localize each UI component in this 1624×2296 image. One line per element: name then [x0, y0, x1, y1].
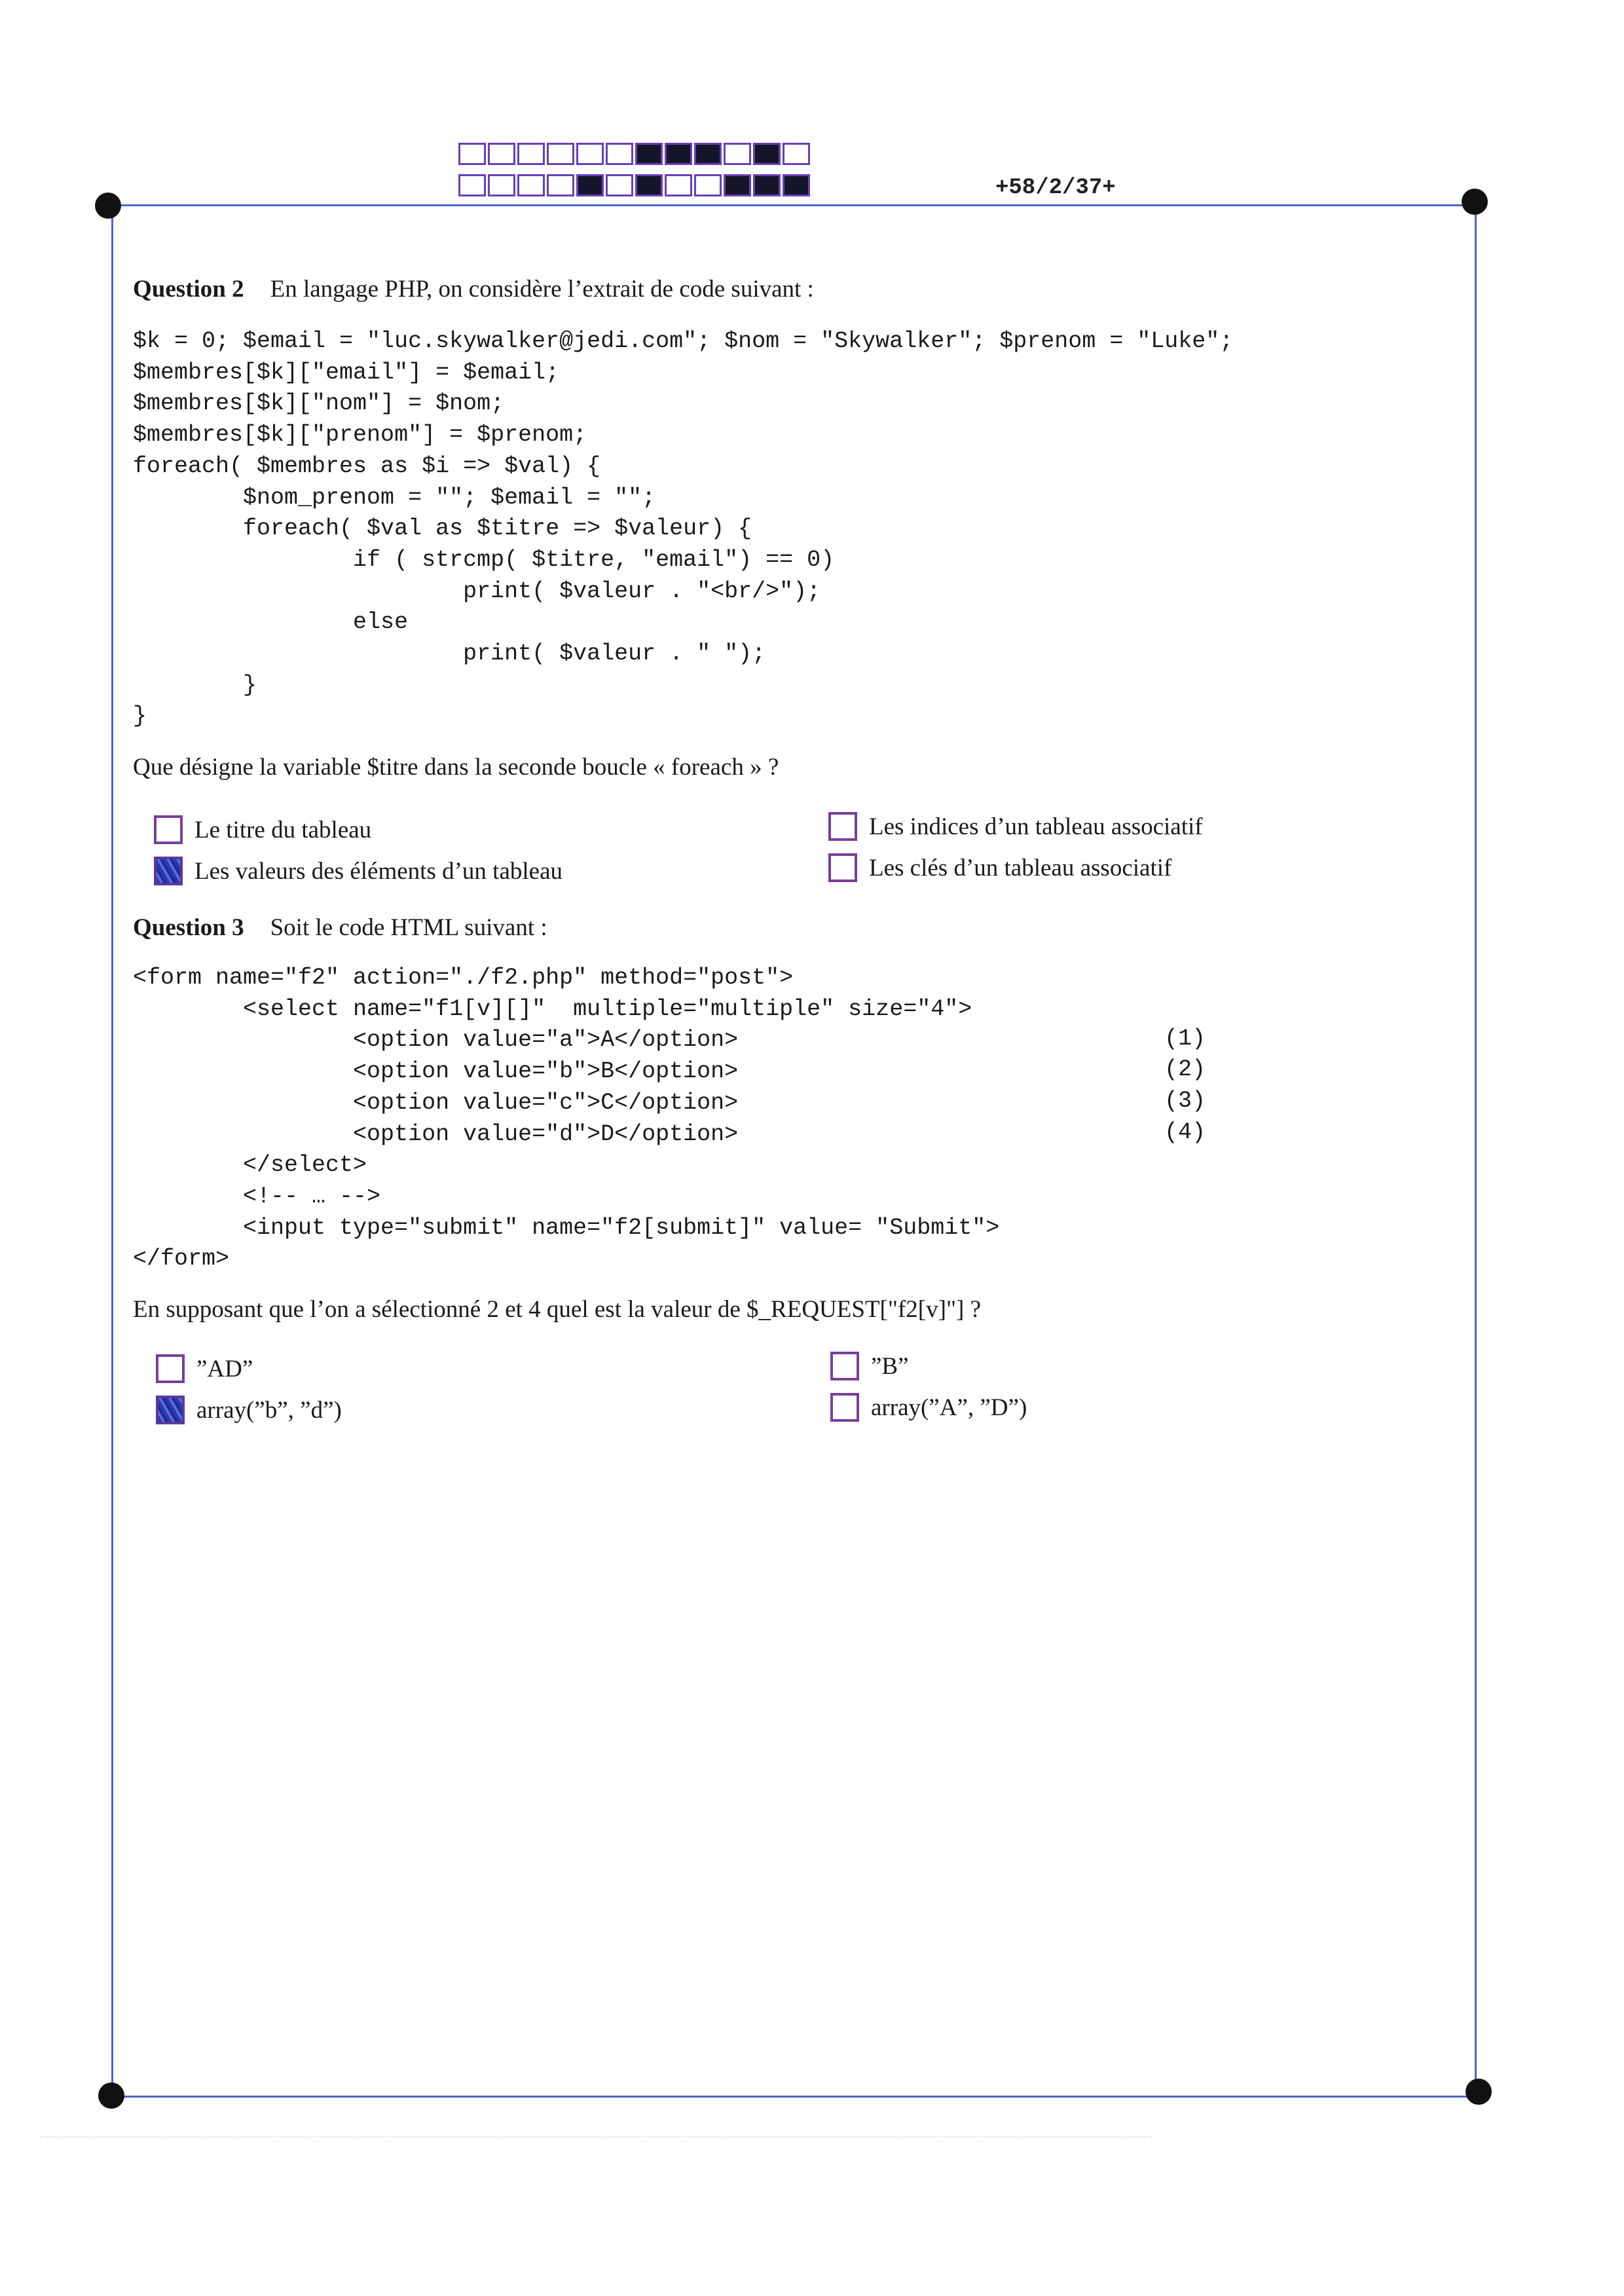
q2-checkbox-4[interactable] — [828, 853, 857, 882]
q2-choice-4[interactable] — [828, 853, 1172, 882]
code-box — [783, 143, 810, 165]
q3-checkbox-3[interactable] — [156, 1396, 185, 1424]
q2-choice-3[interactable] — [154, 857, 563, 885]
q2-checkbox-2[interactable] — [828, 812, 857, 841]
corner-mark-bottom-right — [1466, 2079, 1492, 2105]
code-box — [665, 143, 692, 165]
q3-checkbox-2[interactable] — [830, 1352, 859, 1380]
code-box — [635, 143, 663, 165]
frame-bottom-line — [110, 2096, 1477, 2098]
code-box — [517, 143, 545, 165]
question-3-header — [133, 914, 547, 942]
corner-mark-top-left — [95, 193, 121, 219]
code-box — [488, 143, 515, 165]
code-box — [458, 174, 486, 196]
q2-checkbox-1[interactable] — [154, 815, 183, 844]
code-box — [576, 143, 604, 165]
q2-choice-4-label: Les clés d’un tableau associatif — [869, 854, 1172, 881]
code-box — [665, 174, 692, 196]
corner-mark-bottom-left — [98, 2083, 124, 2109]
q2-choice-2[interactable] — [828, 812, 1203, 841]
code-box — [547, 174, 574, 196]
binary-code-row-1 — [458, 143, 812, 165]
frame-top-line — [110, 204, 1477, 206]
code-line-number-4: (4) — [1164, 1119, 1206, 1145]
question-3-code: <form name="f2" action="./f2.php" method="post"> <select name="f1[v][]" multiple="multiple" size="4"> <option value="a">A</option> <option value="b">B</option> <option value="c">C</option> <option value="d">D</option> </select> <!-- … --> <input type="submit" name="f2[submit]" value= "Submit"> </form> — [133, 965, 1000, 1272]
frame-right-line — [1475, 204, 1477, 2097]
code-box — [606, 174, 633, 196]
code-box — [635, 174, 663, 196]
q3-choice-2[interactable] — [830, 1352, 909, 1380]
code-line-number-3: (3) — [1164, 1088, 1206, 1114]
question-3-label: Question 3 — [133, 914, 244, 941]
corner-mark-top-right — [1462, 189, 1488, 215]
code-box — [694, 143, 722, 165]
q2-choice-1[interactable] — [154, 815, 371, 844]
page-identifier: +58/2/37+ — [995, 176, 1116, 200]
q3-choice-4-label: array(”A”, ”D”) — [871, 1394, 1027, 1421]
q2-checkbox-3[interactable] — [154, 857, 183, 885]
code-box — [724, 174, 751, 196]
q3-choice-3[interactable] — [156, 1396, 342, 1424]
frame-left-line — [111, 204, 113, 2097]
q2-choice-2-label: Les indices d’un tableau associatif — [869, 813, 1203, 840]
code-line-number-1: (1) — [1164, 1026, 1206, 1052]
question-2-code: $k = 0; $email = "luc.skywalker@jedi.com"; $nom = "Skywalker"; $prenom = "Luke"; $membres[$k]["email"] = $email; $membres[$k]["nom"] = $nom; $membres[$k]["prenom"] = $prenom; foreach( $membres as $i => $val) { $nom_prenom = ""; $email = ""; foreach( $val as $titre => $valeur) { if ( strcmp( $titre, "email") == 0) print( $valeur . "<br/>"); else print( $valeur . " "); } } — [133, 328, 1234, 730]
q2-choice-3-label: Les valeurs des éléments d’un tableau — [194, 857, 563, 885]
question-2-label: Question 2 — [133, 276, 244, 303]
code-box — [547, 143, 574, 165]
question-2-prompt: Que désigne la variable $titre dans la seconde boucle « foreach » ? — [133, 754, 779, 781]
code-box — [783, 174, 810, 196]
q3-choice-1-label: ”AD” — [196, 1355, 253, 1382]
code-line-number-2: (2) — [1164, 1056, 1206, 1083]
q3-checkbox-4[interactable] — [830, 1393, 859, 1422]
code-box — [753, 143, 781, 165]
code-box — [488, 174, 515, 196]
q2-choice-1-label: Le titre du tableau — [194, 816, 372, 843]
q3-choice-4[interactable] — [830, 1393, 1027, 1422]
question-2-header — [133, 275, 814, 303]
code-box — [753, 174, 781, 196]
binary-code-row-2 — [458, 174, 812, 196]
scan-footer-line — [39, 2136, 1153, 2139]
q3-choice-1[interactable] — [156, 1354, 253, 1383]
code-box — [576, 174, 604, 196]
q3-choice-3-label: array(”b”, ”d”) — [196, 1396, 342, 1424]
code-box — [694, 174, 722, 196]
q3-choice-2-label: ”B” — [871, 1352, 909, 1380]
q3-checkbox-1[interactable] — [156, 1354, 185, 1383]
code-box — [517, 174, 545, 196]
question-3-prompt: En supposant que l’on a sélectionné 2 et 4 quel est la valeur de $_REQUEST["f2[v]"] ? — [133, 1296, 982, 1323]
question-3-intro: Soit le code HTML suivant : — [270, 914, 547, 941]
code-box — [606, 143, 633, 165]
code-box — [458, 143, 486, 165]
code-box — [724, 143, 751, 165]
question-2-intro: En langage PHP, on considère l’extrait de code suivant : — [270, 276, 814, 303]
